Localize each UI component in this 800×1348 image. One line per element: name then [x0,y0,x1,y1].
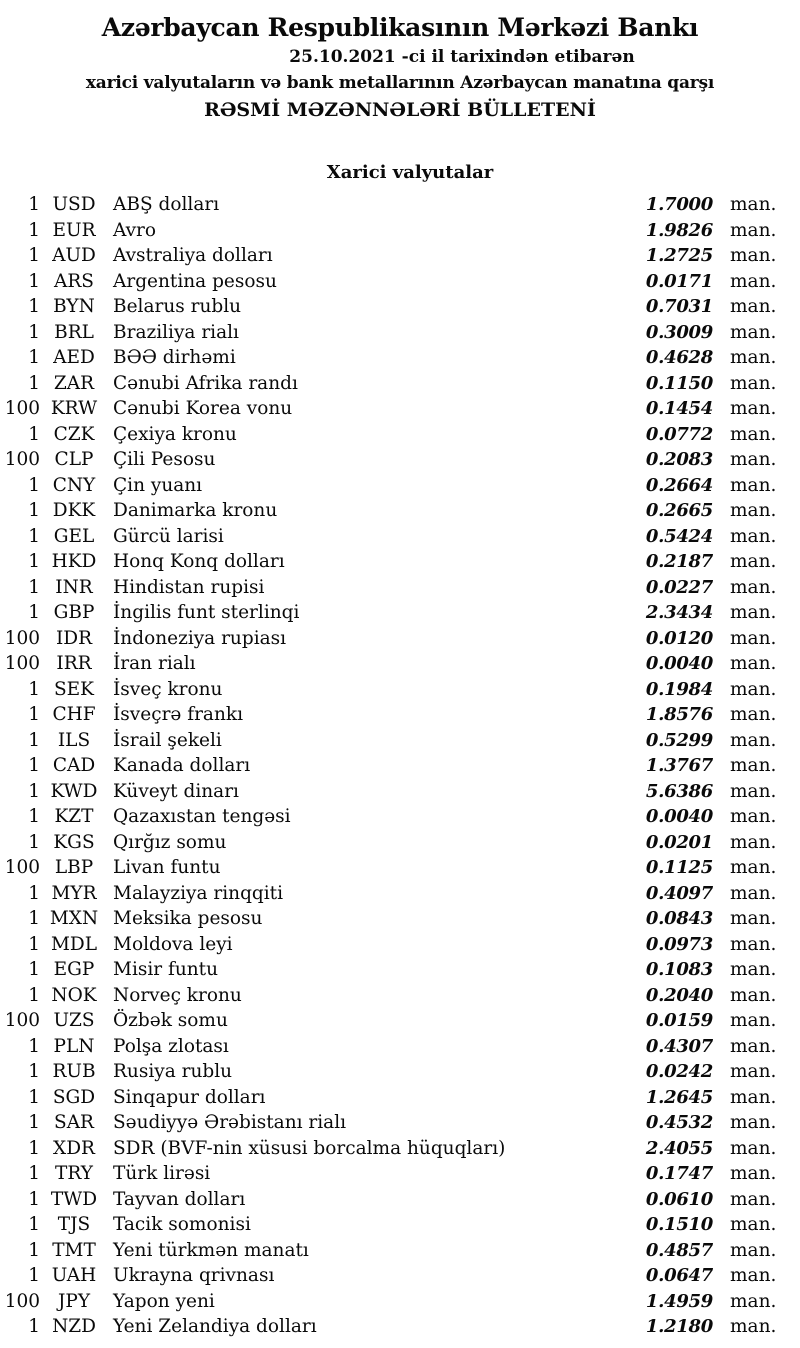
currency-name: Səudiyyə Ərəbistanı rialı [113,1112,347,1133]
currency-code: UZS [53,1010,95,1031]
rate-unit: man. [730,831,777,853]
currency-code: LBP [54,857,94,878]
currency-quantity: 1 [28,194,40,215]
table-row [0,549,800,575]
rate-unit: man. [730,653,777,674]
rate-unit: man. [730,1316,777,1337]
currency-name: Rusiya rublu [113,1061,233,1082]
rate-value: 1.3767 [645,755,713,776]
rate-value: 0.1984 [645,678,713,700]
currency-name: SDR (BVF-nin xüsusi borcalma hüquqları) [113,1137,506,1159]
currency-code: NOK [51,984,97,1006]
currency-name: Tayvan dolları [113,1188,246,1210]
currency-code: PLN [53,1035,95,1057]
rate-unit: man. [730,602,777,623]
currency-code: HKD [51,551,97,572]
currency-name: Gürcü larisi [113,525,224,547]
rate-value: 1.2645 [645,1086,713,1108]
currency-quantity: 1 [28,780,40,802]
rate-value: 0.0171 [645,270,713,292]
currency-code: GEL [53,525,95,547]
section-title-foreign-currencies: Xarici valyutalar [326,162,494,183]
table-row [0,600,800,626]
currency-quantity: 1 [28,755,40,776]
table-row [0,626,800,652]
table-row [0,881,800,907]
rate-value: 0.4097 [645,882,713,904]
currency-name: Ukrayna qrivnası [113,1265,275,1286]
rate-unit: man. [730,857,777,878]
table-row [0,371,800,397]
currency-name: Qazaxıstan tengəsi [113,806,291,827]
currency-code: GBP [53,602,95,623]
currency-quantity: 1 [28,270,40,292]
table-row [0,906,800,932]
currency-quantity: 1 [28,474,40,496]
currency-name: Argentina pesosu [113,270,277,292]
currency-quantity: 1 [28,959,40,980]
currency-name: Yeni Zelandiya dolları [113,1316,317,1337]
rate-value: 0.0610 [645,1188,713,1210]
currency-name: Özbək somu [113,1010,228,1031]
currency-quantity: 100 [4,1290,40,1312]
currency-code: CNY [52,474,96,496]
currency-code: BRL [54,321,94,343]
currency-name: İran rialı [113,653,196,674]
currency-code: SAR [54,1112,94,1133]
table-row [0,294,800,320]
rate-value: 0.4628 [645,347,713,368]
rate-unit: man. [730,245,777,266]
currency-quantity: 1 [28,423,40,445]
rate-unit: man. [730,678,777,700]
effective-date-line: 25.10.2021 -ci il tarixindən etibarən [289,47,635,67]
rate-value: 2.3434 [645,602,713,623]
currency-name: Tacik somonisi [113,1214,251,1235]
rate-unit: man. [730,1010,777,1031]
currency-code: TJS [57,1214,91,1235]
rate-value: 1.2725 [645,245,713,266]
currency-code: JPY [57,1290,91,1312]
currency-quantity: 1 [28,729,40,751]
rate-unit: man. [730,449,777,470]
rate-value: 0.1125 [645,857,713,878]
rate-value: 1.7000 [645,194,713,215]
currency-code: AUD [52,245,96,266]
table-row [0,728,800,754]
rate-value: 0.2083 [645,449,713,470]
currency-code: EGP [53,959,95,980]
currency-name: Türk lirəsi [113,1163,211,1184]
currency-name: Yeni türkmən manatı [113,1239,309,1261]
currency-name: Çexiya kronu [113,423,237,445]
rate-value: 0.2664 [645,474,713,496]
subtitle-line: xarici valyutaların və bank metallarının Azərbaycan manatına qarşı [85,73,715,93]
currency-code: CAD [52,755,96,776]
rates-table [0,192,800,1340]
bulletin-title: RƏSMİ MƏZƏNNƏLƏRİ BÜLLETENİ [204,99,596,121]
rate-value: 0.2187 [645,551,713,572]
rate-value: 0.4532 [645,1112,713,1133]
currency-quantity: 100 [4,398,40,419]
rate-unit: man. [730,296,777,317]
currency-code: MDL [50,933,98,955]
rate-value: 1.8576 [645,704,713,725]
rate-unit: man. [730,755,777,776]
currency-quantity: 1 [28,500,40,521]
currency-code: USD [52,194,96,215]
rate-unit: man. [730,1239,777,1261]
currency-name: Misir funtu [113,959,219,980]
currency-code: MXN [49,908,99,929]
table-row [0,1136,800,1162]
currency-code: IDR [55,627,93,649]
currency-quantity: 1 [28,551,40,572]
currency-quantity: 100 [4,449,40,470]
rate-unit: man. [730,372,777,394]
rate-unit: man. [730,780,777,802]
table-row [0,830,800,856]
rate-value: 0.1510 [645,1214,713,1235]
currency-quantity: 1 [28,372,40,394]
table-row [0,702,800,728]
table-row [0,804,800,830]
rate-value: 0.3009 [645,321,713,343]
currency-name: Sinqapur dolları [113,1086,266,1108]
currency-quantity: 1 [28,576,40,598]
currency-code: SEK [54,678,94,700]
rate-unit: man. [730,1112,777,1133]
currency-name: Malayziya rinqqiti [113,882,284,904]
table-row [0,932,800,958]
currency-quantity: 1 [28,245,40,266]
rate-value: 0.0040 [645,806,713,827]
table-row [0,345,800,371]
table-row [0,957,800,983]
table-row [0,1212,800,1238]
table-row [0,1161,800,1187]
currency-quantity: 1 [28,908,40,929]
currency-code: SGD [52,1086,96,1108]
currency-quantity: 1 [28,347,40,368]
currency-code: IRR [56,653,92,674]
currency-code: RUB [52,1061,96,1082]
rate-unit: man. [730,1214,777,1235]
rate-unit: man. [730,1188,777,1210]
currency-name: Belarus rublu [113,296,242,317]
currency-quantity: 1 [28,1035,40,1057]
currency-quantity: 1 [28,831,40,853]
rate-value: 0.2040 [645,984,713,1006]
rate-value: 0.1454 [645,398,713,419]
table-row [0,1034,800,1060]
currency-code: TMT [52,1239,96,1261]
rate-value: 1.9826 [645,219,713,241]
rate-unit: man. [730,398,777,419]
rate-unit: man. [730,194,777,215]
rate-value: 0.1083 [645,959,713,980]
currency-code: XDR [53,1137,95,1159]
currency-code: AED [53,347,95,368]
currency-quantity: 1 [28,1188,40,1210]
rate-value: 0.5299 [645,729,713,751]
rate-unit: man. [730,1086,777,1108]
table-row [0,1238,800,1264]
currency-quantity: 100 [4,1010,40,1031]
rate-unit: man. [730,347,777,368]
currency-code: KZT [54,806,94,827]
table-row [0,1110,800,1136]
currency-code: CZK [53,423,95,445]
currency-name: Qırğız somu [113,831,227,853]
currency-name: Yapon yeni [113,1290,215,1312]
currency-quantity: 1 [28,321,40,343]
currency-name: Livan funtu [113,857,221,878]
currency-quantity: 1 [28,1239,40,1261]
table-row [0,855,800,881]
currency-code: KRW [50,398,98,419]
currency-name: Kanada dolları [113,755,251,776]
rate-value: 1.2180 [645,1316,713,1337]
currency-name: İsveç kronu [113,678,223,700]
rate-unit: man. [730,551,777,572]
rate-unit: man. [730,1265,777,1286]
rate-unit: man. [730,474,777,496]
rate-unit: man. [730,933,777,955]
rate-unit: man. [730,882,777,904]
rate-value: 0.0772 [645,423,713,445]
rate-unit: man. [730,984,777,1006]
table-row [0,1008,800,1034]
currency-quantity: 1 [28,678,40,700]
table-row [0,575,800,601]
table-row [0,396,800,422]
table-row [0,1263,800,1289]
currency-code: EUR [52,219,96,241]
rate-unit: man. [730,1061,777,1082]
table-row [0,473,800,499]
rate-unit: man. [730,423,777,445]
currency-code: CLP [54,449,94,470]
currency-quantity: 1 [28,1265,40,1286]
table-row [0,422,800,448]
table-row [0,447,800,473]
currency-name: Cənubi Korea vonu [113,398,293,419]
currency-name: Danimarka kronu [113,500,278,521]
currency-quantity: 1 [28,1086,40,1108]
currency-quantity: 1 [28,933,40,955]
currency-quantity: 1 [28,1112,40,1133]
currency-code: BYN [53,296,95,317]
currency-quantity: 1 [28,1163,40,1184]
rate-value: 0.0201 [645,831,713,853]
currency-quantity: 1 [28,984,40,1006]
currency-name: Avstraliya dolları [113,245,273,266]
rate-unit: man. [730,704,777,725]
rate-value: 0.1150 [645,372,713,394]
currency-quantity: 1 [28,219,40,241]
rate-value: 0.4307 [645,1035,713,1057]
currency-code: KGS [53,831,95,853]
rate-value: 0.1747 [645,1163,713,1184]
rate-value: 1.4959 [645,1290,713,1312]
rate-value: 2.4055 [645,1137,713,1159]
currency-name: Polşa zlotası [113,1035,229,1057]
currency-name: Çin yuanı [113,474,203,496]
currency-code: MYR [51,882,97,904]
currency-name: Küveyt dinarı [113,780,239,802]
currency-code: INR [55,576,93,598]
table-row [0,218,800,244]
rate-value: 0.0647 [645,1265,713,1286]
currency-quantity: 100 [4,653,40,674]
rate-unit: man. [730,1163,777,1184]
currency-name: Braziliya rialı [113,321,239,343]
table-row [0,983,800,1009]
rate-value: 0.0120 [645,627,713,649]
rate-unit: man. [730,1137,777,1159]
currency-name: Norveç kronu [113,984,242,1006]
currency-code: CHF [52,704,96,725]
currency-code: TWD [50,1188,98,1210]
rate-unit: man. [730,576,777,598]
rate-unit: man. [730,500,777,521]
rate-unit: man. [730,321,777,343]
rate-value: 0.0973 [645,933,713,955]
table-row [0,1085,800,1111]
currency-name: İsveçrə frankı [113,704,243,725]
rate-unit: man. [730,525,777,547]
rate-unit: man. [730,729,777,751]
currency-quantity: 1 [28,882,40,904]
currency-quantity: 100 [4,627,40,649]
document-header [0,0,800,124]
currency-quantity: 1 [28,1137,40,1159]
currency-quantity: 1 [28,1316,40,1337]
table-row [0,651,800,677]
rate-unit: man. [730,1035,777,1057]
currency-quantity: 1 [28,525,40,547]
rate-unit: man. [730,270,777,292]
currency-code: NZD [52,1316,96,1337]
currency-name: ABŞ dolları [113,194,220,215]
currency-quantity: 1 [28,296,40,317]
currency-name: Avro [113,219,157,241]
rate-value: 0.5424 [645,525,713,547]
rate-value: 0.0227 [645,576,713,598]
table-row [0,243,800,269]
currency-name: İngilis funt sterlinqi [113,602,300,623]
rate-value: 0.7031 [645,296,713,317]
table-row [0,1059,800,1085]
currency-name: Honq Konq dolları [113,551,285,572]
table-row [0,1187,800,1213]
bank-name-title: Azərbaycan Respublikasının Mərkəzi Bankı [101,13,699,42]
currency-quantity: 1 [28,1214,40,1235]
currency-name: Cənubi Afrika randı [113,372,298,394]
rate-unit: man. [730,806,777,827]
currency-code: ILS [57,729,91,751]
rate-unit: man. [730,908,777,929]
rate-value: 0.2665 [645,500,713,521]
currency-code: ZAR [53,372,95,394]
currency-name: Çili Pesosu [113,449,216,470]
rate-unit: man. [730,627,777,649]
table-row [0,269,800,295]
table-row [0,524,800,550]
rate-unit: man. [730,1290,777,1312]
table-row [0,753,800,779]
rate-value: 0.4857 [645,1239,713,1261]
rate-unit: man. [730,959,777,980]
rate-value: 0.0242 [645,1061,713,1082]
table-row [0,1289,800,1315]
currency-name: Moldova leyi [113,933,233,955]
currency-name: Hindistan rupisi [113,576,265,598]
currency-name: BƏƏ dirhəmi [113,347,236,368]
currency-code: KWD [50,780,98,802]
currency-code: DKK [52,500,96,521]
currency-code: UAH [51,1265,97,1286]
table-row [0,498,800,524]
currency-code: TRY [55,1163,93,1184]
rate-value: 0.0159 [645,1010,713,1031]
table-row [0,677,800,703]
rate-value: 5.6386 [645,780,713,802]
currency-quantity: 1 [28,806,40,827]
table-row [0,192,800,218]
currency-quantity: 1 [28,1061,40,1082]
currency-name: İndoneziya rupiası [113,627,287,649]
currency-name: İsrail şekeli [113,729,222,751]
currency-code: ARS [54,270,94,292]
currency-quantity: 100 [4,857,40,878]
currency-name: Meksika pesosu [113,908,263,929]
rate-value: 0.0843 [645,908,713,929]
rate-value: 0.0040 [645,653,713,674]
table-row [0,1314,800,1340]
currency-quantity: 1 [28,602,40,623]
table-row [0,320,800,346]
currency-quantity: 1 [28,704,40,725]
table-row [0,779,800,805]
rate-unit: man. [730,219,777,241]
